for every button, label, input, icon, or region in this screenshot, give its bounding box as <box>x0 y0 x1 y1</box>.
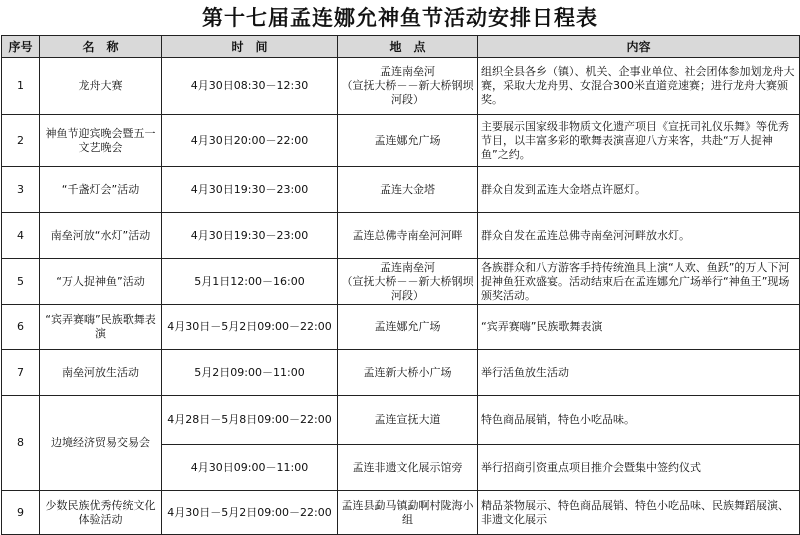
table-row <box>2 396 800 445</box>
cell-content: 群众自发在孟连总佛寺南垒河河畔放水灯。 <box>478 213 800 259</box>
cell-content: “宾弄赛嗨”民族歌舞表演 <box>478 305 800 350</box>
cell-content: 群众自发到孟连大金塔点许愿灯。 <box>478 167 800 213</box>
cell-location: 孟连娜允广场 <box>338 115 478 167</box>
page-title: 第十七届孟连娜允神鱼节活动安排日程表 <box>202 5 598 30</box>
cell-no: 5 <box>2 259 40 305</box>
cell-location: 孟连新大桥小广场 <box>338 350 478 396</box>
table-row <box>2 491 800 535</box>
table-row <box>2 167 800 213</box>
cell-time: 5月1日12:00－16:00 <box>162 259 338 305</box>
cell-time: 4月30日－5月2日09:00－22:00 <box>162 305 338 350</box>
cell-content: 举行活鱼放生活动 <box>478 350 800 396</box>
cell-no: 6 <box>2 305 40 350</box>
cell-name: 龙舟大赛 <box>40 58 162 115</box>
cell-content: 主要展示国家级非物质文化遗产项目《宣抚司礼仪乐舞》等优秀节目，以丰富多彩的歌舞表演喜迎八方来客，共赴“万人捉神鱼”之约。 <box>478 115 800 167</box>
cell-name: 南垒河放“水灯”活动 <box>40 213 162 259</box>
cell-location: 孟连南垒河 （宣抚大桥－－新大桥钢坝河段） <box>338 58 478 115</box>
cell-name: “万人捉神鱼”活动 <box>40 259 162 305</box>
cell-location: 孟连非遗文化展示馆旁 <box>338 445 478 491</box>
table-row <box>2 58 800 115</box>
header-location: 地 点 <box>338 36 478 58</box>
header-content: 内容 <box>478 36 800 58</box>
cell-location: 孟连总佛寺南垒河河畔 <box>338 213 478 259</box>
cell-location: 孟连大金塔 <box>338 167 478 213</box>
header-row <box>2 36 800 58</box>
table-row <box>2 350 800 396</box>
cell-no: 9 <box>2 491 40 535</box>
cell-name: “千盏灯会”活动 <box>40 167 162 213</box>
cell-no: 1 <box>2 58 40 115</box>
cell-content: 举行招商引资重点项目推介会暨集中签约仪式 <box>478 445 800 491</box>
cell-content: 精品茶物展示、特色商品展销、特色小吃品味、民族舞蹈展演、非遗文化展示 <box>478 491 800 535</box>
cell-name: 边境经济贸易交易会 <box>40 396 162 491</box>
table-row <box>2 213 800 259</box>
cell-name: 南垒河放生活动 <box>40 350 162 396</box>
cell-name: “宾弄赛嗨”民族歌舞表演 <box>40 305 162 350</box>
cell-name: 神鱼节迎宾晚会暨五一文艺晚会 <box>40 115 162 167</box>
cell-no: 4 <box>2 213 40 259</box>
cell-location: 孟连娜允广场 <box>338 305 478 350</box>
cell-name: 少数民族优秀传统文化体验活动 <box>40 491 162 535</box>
header-time: 时 间 <box>162 36 338 58</box>
cell-time: 4月30日09:00－11:00 <box>162 445 338 491</box>
table-row <box>2 259 800 305</box>
cell-time: 4月30日19:30－23:00 <box>162 167 338 213</box>
cell-time: 4月30日－5月2日09:00－22:00 <box>162 491 338 535</box>
schedule-table <box>1 35 800 535</box>
header-no: 序号 <box>2 36 40 58</box>
cell-time: 4月30日08:30－12:30 <box>162 58 338 115</box>
cell-location: 孟连宣抚大道 <box>338 396 478 445</box>
cell-no: 7 <box>2 350 40 396</box>
cell-content: 组织全县各乡（镇）、机关、企事业单位、社会团体参加划龙舟大赛，采取大龙舟男、女混合300米直道竞速赛；进行龙舟大赛颁奖。 <box>478 58 800 115</box>
cell-no: 2 <box>2 115 40 167</box>
table-row <box>2 115 800 167</box>
cell-content: 各族群众和八方游客手持传统渔具上演“人欢、鱼跃”的万人下河捉神鱼狂欢盛宴。活动结束后在孟连娜允广场举行“神鱼王”现场颁奖活动。 <box>478 259 800 305</box>
header-name: 名 称 <box>40 36 162 58</box>
cell-time: 4月30日20:00－22:00 <box>162 115 338 167</box>
cell-no: 8 <box>2 396 40 491</box>
cell-no: 3 <box>2 167 40 213</box>
cell-content: 特色商品展销，特色小吃品味。 <box>478 396 800 445</box>
cell-location: 孟连南垒河 （宣抚大桥－－新大桥钢坝河段） <box>338 259 478 305</box>
table-row <box>2 305 800 350</box>
cell-time: 4月28日－5月8日09:00－22:00 <box>162 396 338 445</box>
cell-time: 4月30日19:30－23:00 <box>162 213 338 259</box>
cell-time: 5月2日09:00－11:00 <box>162 350 338 396</box>
cell-location: 孟连县勐马镇勐啊村陇海小组 <box>338 491 478 535</box>
